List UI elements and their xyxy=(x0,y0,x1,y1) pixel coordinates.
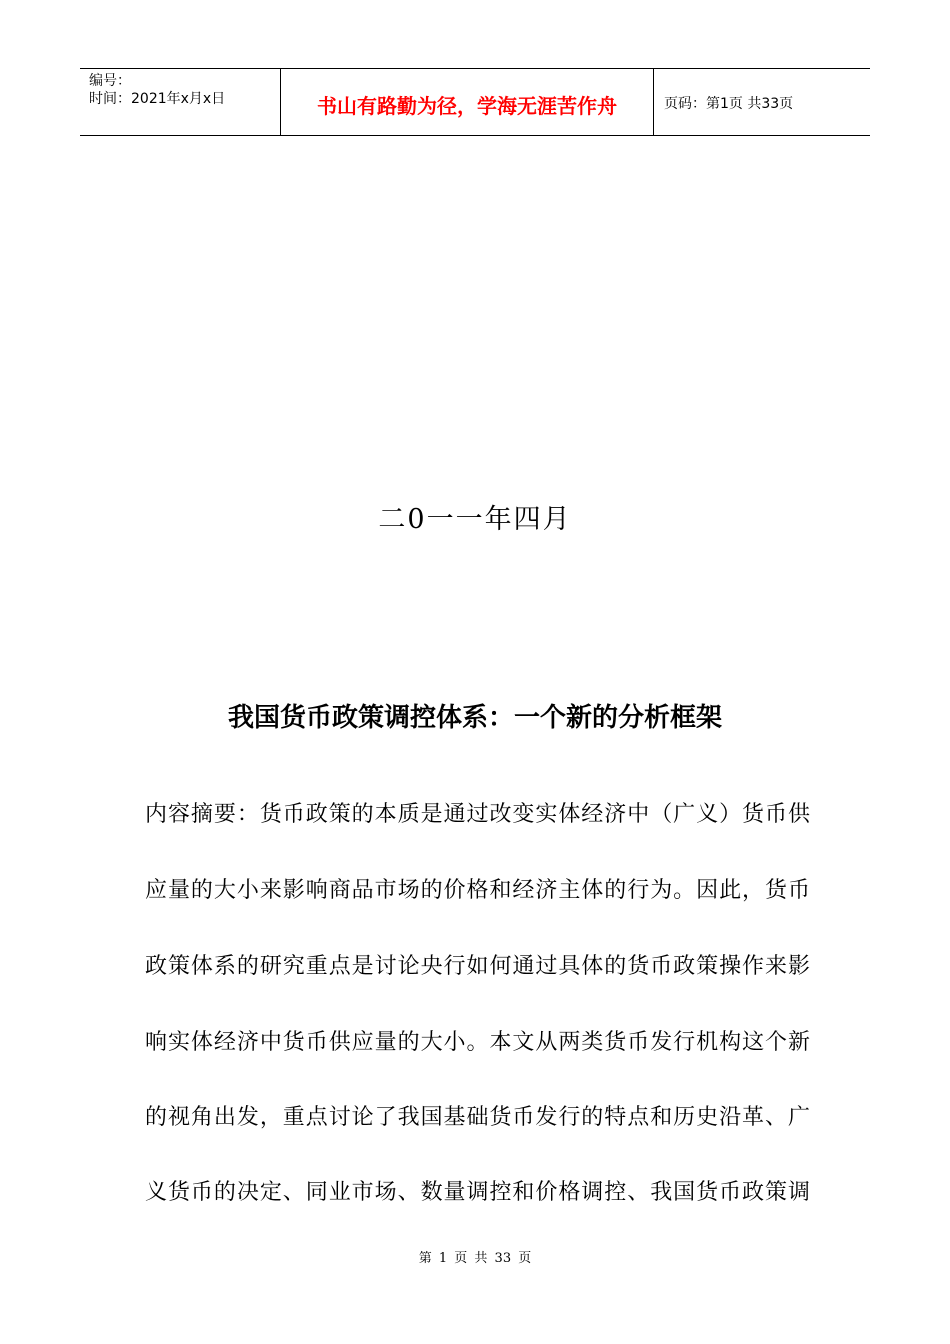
header-page-info: 页码：第1页 共33页 xyxy=(664,96,794,112)
page-footer: 第 1 页 共 33 页 xyxy=(418,1251,532,1266)
abstract-line: 的视角出发，重点讨论了我国基础货币发行的特点和历史沿革、广 xyxy=(145,1105,810,1130)
abstract-line: 内容摘要：货币政策的本质是通过改变实体经济中（广义）货币供 xyxy=(145,802,810,827)
header-meta-cell xyxy=(80,69,281,135)
abstract-line: 义货币的决定、同业市场、数量调控和价格调控、我国货币政策调 xyxy=(145,1180,810,1205)
abstract-line: 应量的大小来影响商品市场的价格和经济主体的行为。因此，货币 xyxy=(145,878,810,903)
article-title: 我国货币政策调控体系：一个新的分析框架 xyxy=(227,703,722,733)
cover-date: 二0一一年四月 xyxy=(378,504,572,535)
abstract-line: 政策体系的研究重点是讨论央行如何通过具体的货币政策操作来影 xyxy=(145,954,810,979)
document-time-label: 时间：2021年x月x日 xyxy=(89,91,226,107)
abstract-line: 响实体经济中货币供应量的大小。本文从两类货币发行机构这个新 xyxy=(145,1030,810,1055)
header-motto: 书山有路勤为径，学海无涯苦作舟 xyxy=(281,69,654,135)
document-number-label: 编号： xyxy=(89,73,131,89)
document-header xyxy=(80,68,870,136)
